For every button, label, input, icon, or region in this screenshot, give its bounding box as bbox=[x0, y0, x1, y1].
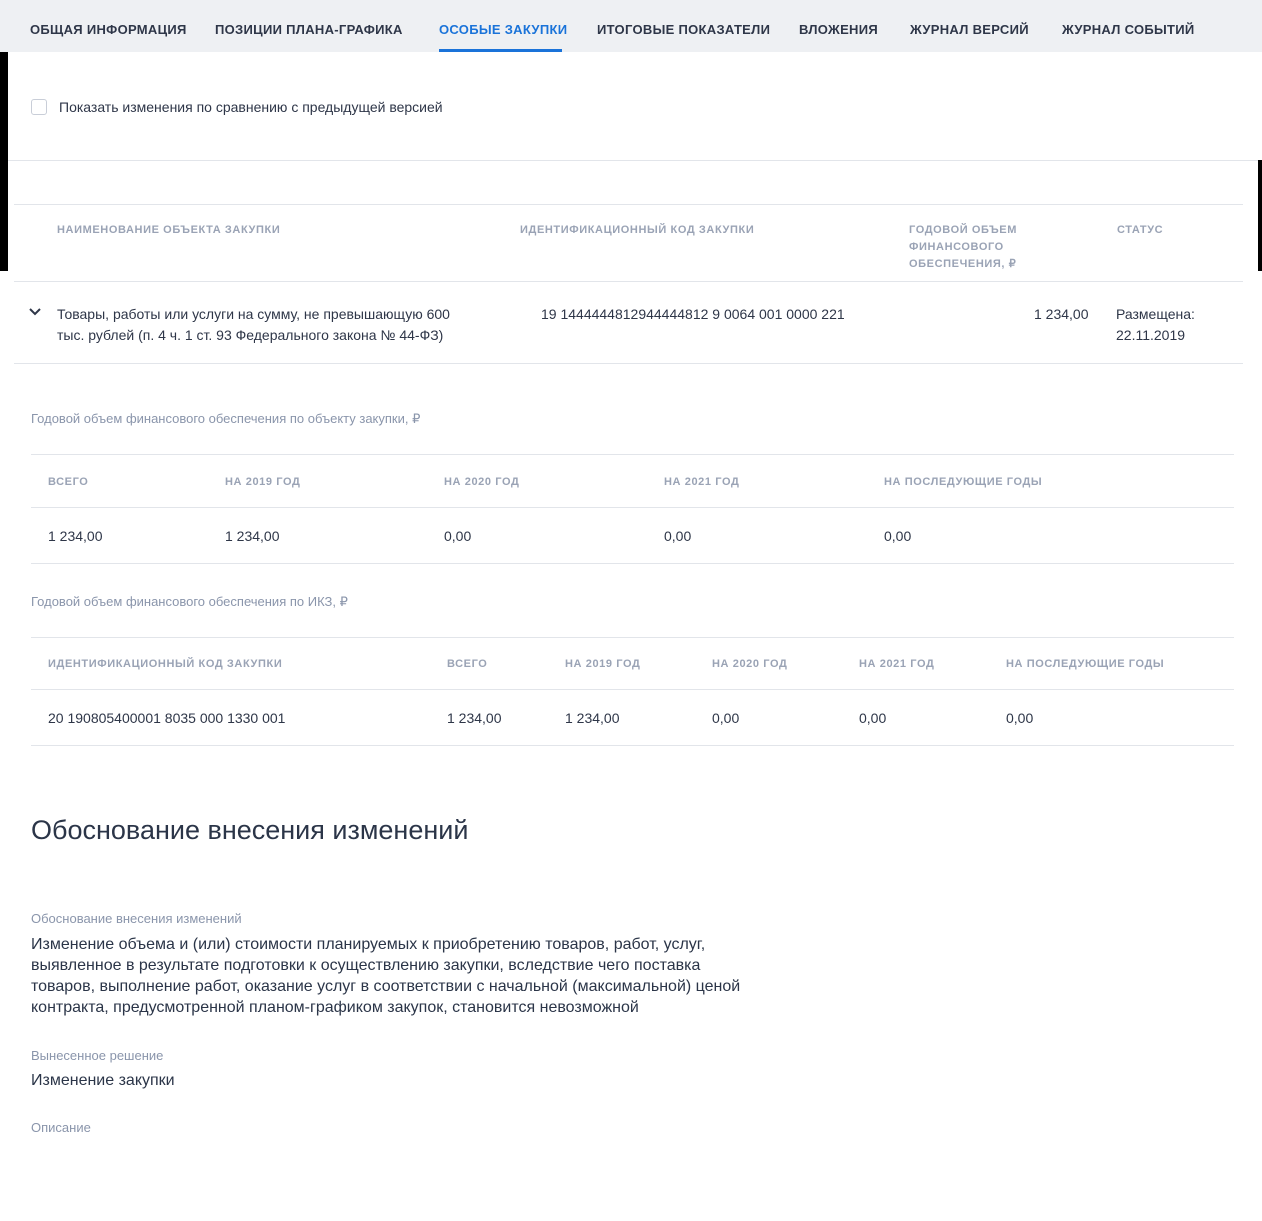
tab-event-log[interactable]: ЖУРНАЛ СОБЫТИЙ bbox=[1062, 22, 1195, 37]
column-header-ikz: ИДЕНТИФИКАЦИОННЫЙ КОД ЗАКУПКИ bbox=[520, 224, 755, 236]
screenshot-edge bbox=[0, 52, 8, 271]
text-line: тыс. рублей (п. 4 ч. 1 ст. 93 Федерального закона № 44-ФЗ) bbox=[57, 327, 444, 343]
cell-ikz: 20 190805400001 8035 000 1330 001 bbox=[48, 710, 286, 726]
cell-2021: 0,00 bbox=[859, 710, 887, 726]
header-line: ОБЕСПЕЧЕНИЯ, ₽ bbox=[909, 258, 1017, 270]
header-line: ФИНАНСОВОГО bbox=[909, 241, 1004, 253]
column-header-2019: НА 2019 ГОД bbox=[565, 658, 641, 670]
tab-special-purchases[interactable]: ОСОБЫЕ ЗАКУПКИ bbox=[439, 22, 568, 37]
tab-general-info[interactable]: ОБЩАЯ ИНФОРМАЦИЯ bbox=[30, 22, 187, 37]
column-header-later: НА ПОСЛЕДУЮЩИЕ ГОДЫ bbox=[1006, 658, 1165, 670]
description-label: Описание bbox=[31, 1120, 91, 1135]
column-header-2021: НА 2021 ГОД bbox=[664, 476, 740, 488]
decision-label: Вынесенное решение bbox=[31, 1048, 164, 1063]
tab-attachments[interactable]: ВЛОЖЕНИЯ bbox=[799, 22, 879, 37]
tab-plan-positions[interactable]: ПОЗИЦИИ ПЛАНА-ГРАФИКА bbox=[215, 22, 403, 37]
tab-version-log[interactable]: ЖУРНАЛ ВЕРСИЙ bbox=[910, 22, 1029, 37]
chevron-down-icon[interactable] bbox=[27, 304, 43, 320]
reason-value bbox=[31, 934, 831, 1018]
column-header-total: ВСЕГО bbox=[447, 658, 488, 670]
text-line: Размещена: bbox=[1116, 306, 1195, 322]
column-header-later: НА ПОСЛЕДУЮЩИЕ ГОДЫ bbox=[884, 476, 1043, 488]
column-header-name: НАИМЕНОВАНИЕ ОБЪЕКТА ЗАКУПКИ bbox=[57, 224, 281, 236]
cell-total: 1 234,00 bbox=[447, 710, 502, 726]
column-header-2021: НА 2021 ГОД bbox=[859, 658, 935, 670]
cell-total: 1 234,00 bbox=[48, 528, 103, 544]
show-changes-label[interactable]: Показать изменения по сравнению с предыдущей версией bbox=[59, 99, 443, 115]
section-title: Обоснование внесения изменений bbox=[31, 815, 469, 845]
screenshot-edge bbox=[1258, 160, 1262, 271]
show-changes-checkbox[interactable] bbox=[31, 99, 47, 115]
column-header-status: СТАТУС bbox=[1117, 224, 1164, 236]
column-header-ikz: ИДЕНТИФИКАЦИОННЫЙ КОД ЗАКУПКИ bbox=[48, 658, 283, 670]
cell-later: 0,00 bbox=[1006, 710, 1034, 726]
divider bbox=[31, 637, 1234, 638]
table-row-divider bbox=[14, 281, 1243, 282]
table-row-divider bbox=[31, 563, 1234, 564]
purchase-object-name bbox=[57, 304, 450, 346]
cell-later: 0,00 bbox=[884, 528, 912, 544]
header-line: ГОДОВОЙ ОБЪЕМ bbox=[909, 224, 1017, 236]
text-line: 22.11.2019 bbox=[1116, 327, 1186, 343]
text-line: контракта, предусмотренной планом-графиком закупок, становится невозможной bbox=[31, 999, 639, 1016]
text-line: Изменение объема и (или) стоимости планируемых к приобретению товаров, работ, услуг, bbox=[31, 936, 706, 953]
table-row-divider bbox=[31, 745, 1234, 746]
cell-2019: 1 234,00 bbox=[565, 710, 620, 726]
cell-2020: 0,00 bbox=[444, 528, 472, 544]
divider bbox=[8, 160, 1258, 161]
object-volume-caption: Годовой объем финансового обеспечения по объекту закупки, ₽ bbox=[31, 411, 421, 426]
text-line: товаров, выполнение работ, оказание услуг в соответствии с начальной (максимальной) ценой bbox=[31, 978, 741, 995]
purchase-volume: 1 234,00 bbox=[1034, 306, 1089, 322]
table-row-divider bbox=[14, 363, 1243, 364]
column-header-volume bbox=[909, 222, 1017, 273]
column-header-2020: НА 2020 ГОД bbox=[444, 476, 520, 488]
ikz-volume-caption: Годовой объем финансового обеспечения по ИКЗ, ₽ bbox=[31, 594, 348, 609]
column-header-2019: НА 2019 ГОД bbox=[225, 476, 301, 488]
cell-2020: 0,00 bbox=[712, 710, 740, 726]
cell-2021: 0,00 bbox=[664, 528, 692, 544]
purchase-ikz: 19 1444444812944444812 9 0064 001 0000 221 bbox=[541, 306, 845, 322]
reason-label: Обоснование внесения изменений bbox=[31, 911, 242, 926]
divider bbox=[31, 454, 1234, 455]
text-line: выявленное в результате подготовки к осуществлению закупки, вследствие чего поставка bbox=[31, 957, 701, 974]
table-row-divider bbox=[31, 689, 1234, 690]
purchase-status bbox=[1116, 304, 1195, 346]
divider bbox=[14, 204, 1243, 205]
cell-2019: 1 234,00 bbox=[225, 528, 280, 544]
decision-value: Изменение закупки bbox=[31, 1072, 175, 1089]
tab-totals[interactable]: ИТОГОВЫЕ ПОКАЗАТЕЛИ bbox=[597, 22, 771, 37]
column-header-2020: НА 2020 ГОД bbox=[712, 658, 788, 670]
table-row-divider bbox=[31, 507, 1234, 508]
text-line: Товары, работы или услуги на сумму, не превышающую 600 bbox=[57, 306, 450, 322]
column-header-total: ВСЕГО bbox=[48, 476, 89, 488]
active-tab-indicator bbox=[439, 49, 562, 52]
